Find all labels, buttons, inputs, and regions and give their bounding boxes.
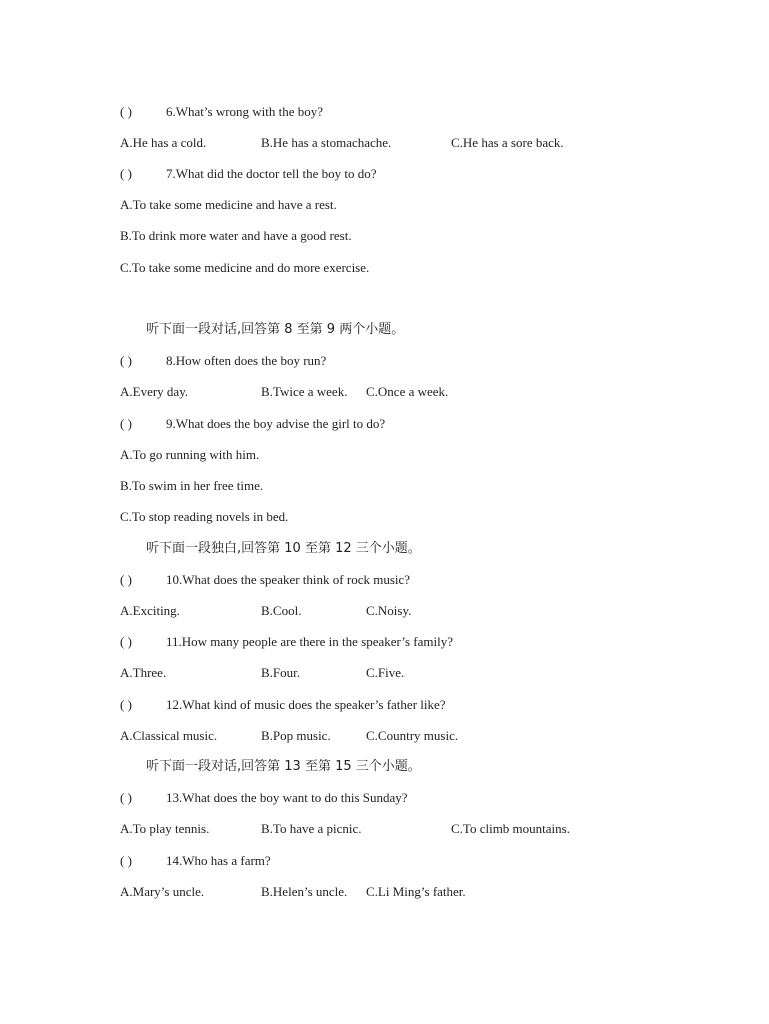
option-b: B.To have a picnic. (261, 821, 362, 836)
question-text: 9.What does the boy advise the girl to do? (166, 416, 386, 431)
option-c: C.Once a week. (366, 384, 449, 399)
option-a: A.Three. (120, 665, 167, 680)
question-14 (120, 853, 271, 869)
answer-blank[interactable]: ( ) (120, 634, 132, 649)
option-c: C.To stop reading novels in bed. (120, 509, 289, 524)
question-text: 13.What does the boy want to do this Sunday? (166, 790, 408, 805)
answer-blank[interactable]: ( ) (120, 104, 132, 119)
answer-blank[interactable]: ( ) (120, 166, 132, 181)
question-13 (120, 790, 408, 806)
option-b: B.Twice a week. (261, 384, 348, 399)
question-9 (120, 416, 385, 432)
question-10 (120, 572, 410, 588)
option-c: C.Li Ming’s father. (366, 884, 466, 899)
option-b: B.Helen’s uncle. (261, 884, 348, 899)
option-b: B.To swim in her free time. (120, 478, 264, 493)
option-a: A.Exciting. (120, 603, 180, 618)
answer-blank[interactable]: ( ) (120, 416, 132, 431)
question-7 (120, 166, 376, 182)
option-b: B.Four. (261, 665, 301, 680)
question-text: 6.What’s wrong with the boy? (166, 104, 324, 119)
question-8 (120, 353, 326, 369)
option-c: C.Country music. (366, 728, 459, 743)
question-text: 10.What does the speaker think of rock music? (166, 572, 411, 587)
option-c: C.Five. (366, 665, 405, 680)
question-text: 11.How many people are there in the speaker’s family? (166, 634, 453, 649)
option-a: A.Every day. (120, 384, 189, 399)
question-text: 8.How often does the boy run? (166, 353, 327, 368)
section-instruction: 听下面一段对话,回答第 8 至第 9 两个小题。 (146, 322, 405, 337)
section-instruction: 听下面一段独白,回答第 10 至第 12 三个小题。 (146, 541, 421, 556)
answer-blank[interactable]: ( ) (120, 353, 132, 368)
section-instruction: 听下面一段对话,回答第 13 至第 15 三个小题。 (146, 759, 421, 774)
answer-blank[interactable]: ( ) (120, 790, 132, 805)
option-a: A.Classical music. (120, 728, 218, 743)
option-c: C.To climb mountains. (451, 821, 570, 836)
option-a: A.Mary’s uncle. (120, 884, 205, 899)
answer-blank[interactable]: ( ) (120, 697, 132, 712)
option-b: B.He has a stomachache. (261, 135, 392, 150)
option-a: A.To go running with him. (120, 447, 260, 462)
option-a: A.To take some medicine and have a rest. (120, 197, 337, 212)
question-11 (120, 634, 453, 650)
question-6 (120, 104, 323, 120)
question-text: 7.What did the doctor tell the boy to do? (166, 166, 377, 181)
answer-blank[interactable]: ( ) (120, 572, 132, 587)
option-a: A.To play tennis. (120, 821, 210, 836)
question-text: 12.What kind of music does the speaker’s father like? (166, 697, 446, 712)
option-b: B.Pop music. (261, 728, 331, 743)
option-c: C.He has a sore back. (451, 135, 564, 150)
option-b: B.Cool. (261, 603, 302, 618)
option-b: B.To drink more water and have a good rest. (120, 228, 352, 243)
option-a: A.He has a cold. (120, 135, 207, 150)
question-12 (120, 697, 446, 713)
question-text: 14.Who has a farm? (166, 853, 271, 868)
answer-blank[interactable]: ( ) (120, 853, 132, 868)
option-c: C.Noisy. (366, 603, 412, 618)
option-c: C.To take some medicine and do more exercise. (120, 260, 370, 275)
